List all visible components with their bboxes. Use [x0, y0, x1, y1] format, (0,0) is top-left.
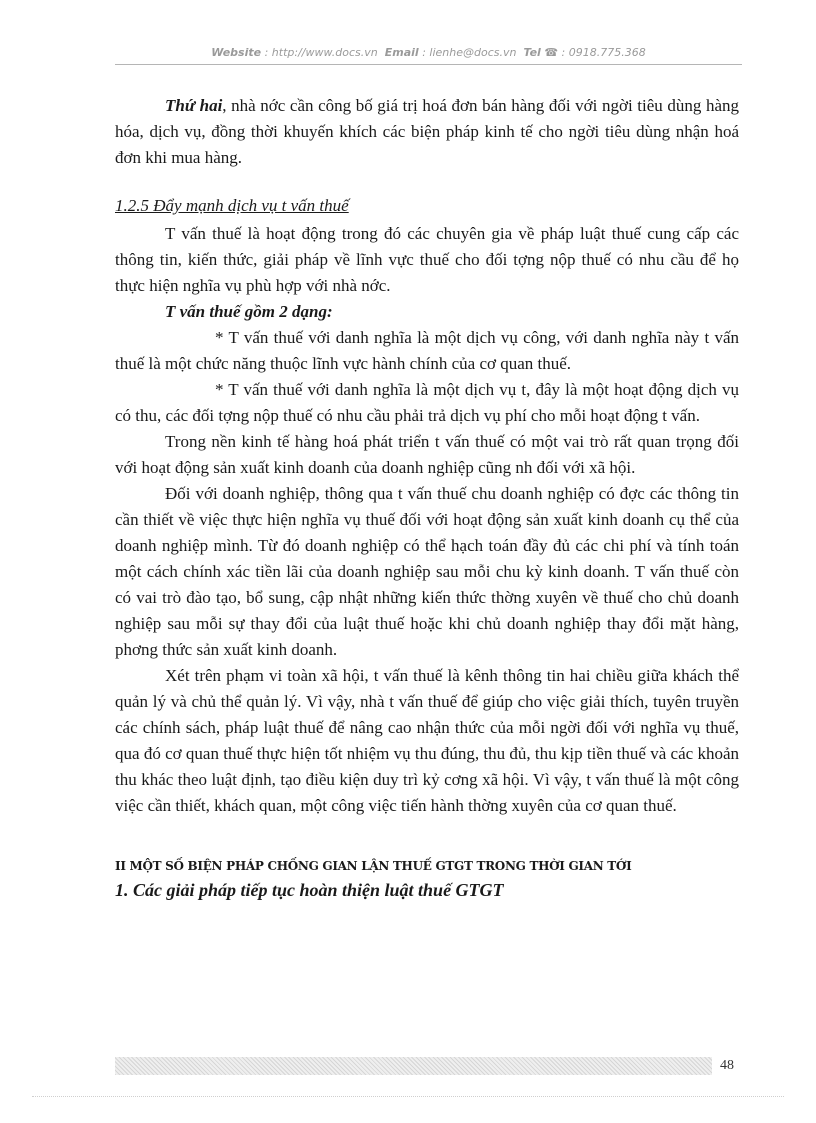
chapter-heading: II MỘT SỐ BIỆN PHÁP CHỐNG GIAN LẬN THUẾ GTGT TRONG THỜI GIAN TỚI — [115, 859, 632, 873]
paragraph-text: , nhà nớc cần công bố giá trị hoá đơn bán hàng đối với ngời tiêu dùng hàng hóa, dịch vụ, đồng thời khuyến khích các biện pháp kinh tế cho ngời tiêu dùng nhận hoá đơn khi mua hàng. — [115, 96, 740, 167]
subsection-heading: 1. Các giải pháp tiếp tục hoàn thiện luật thuế GTGT — [115, 880, 504, 900]
paragraph-enterprise: Đối với doanh nghiệp, thông qua t vấn thuế chu doanh nghiệp có đợc các thông tin cần thiết về việc thực hiện nghĩa vụ thuế đối với hoạt động sản xuất kinh doanh cụ thể của doanh nghiệp mình. Từ đó doanh nghiệp có thể hạch toán đầy đủ các chi phí và tính toán một cách chính xác tiền lãi của doanh nghiệp sau mỗi chu kỳ kinh doanh. T vấn thuế còn có vai trò đào tạo, bổ sung, cập nhật những kiến thức thờng xuyên về thuế cho chủ doanh nghiệp sau mỗi sự thay đổi của luật thuế hoặc khi chủ doanh nghiệp thay đổi mặt hàng, phơng thức sản xuất kinh doanh. — [115, 484, 739, 659]
tel-label: Tel — [523, 46, 541, 59]
tel-value: ☎ : 0918.775.368 — [544, 46, 646, 59]
paragraph-thu-hai — [115, 93, 739, 171]
page-header — [115, 46, 742, 59]
website-value: : http://www.docs.vn — [264, 46, 378, 59]
email-label: Email — [384, 46, 419, 59]
footer-pattern-bar — [115, 1057, 712, 1075]
list-item-private-service: * T vấn thuế với danh nghĩa là một dịch vụ t, đây là một hoạt động dịch vụ có thu, các đối tợng nộp thuế có nhu cầu phải trả dịch vụ phí cho mỗi hoạt động t vấn. — [115, 380, 739, 425]
paragraph-tu-van-definition: T vấn thuế là hoạt động trong đó các chuyên gia về pháp luật thuế cung cấp các thông tin, kiến thức, giải pháp về lĩnh vực thuế cho đối tợng nộp thuế có nhu cầu để họ thực hiện nghĩa vụ phù hợp với nhà nớc. — [115, 224, 739, 295]
paragraph-lead: Thứ hai — [165, 96, 223, 115]
header-divider — [115, 64, 742, 65]
document-body — [115, 93, 739, 903]
page-number: 48 — [720, 1058, 734, 1073]
paragraph-role: Trong nền kinh tế hàng hoá phát triển t vấn thuế có một vai trò rất quan trọng đối với hoạt động sản xuất kinh doanh của doanh nghiệp cũng nh đối với xã hội. — [115, 432, 739, 477]
website-label: Website — [211, 46, 262, 59]
paragraph-society: Xét trên phạm vi toàn xã hội, t vấn thuế là kênh thông tin hai chiều giữa khách thể quản lý và chủ thể quản lý. Vì vậy, nhà t vấn thuế để giúp cho việc giải thích, tuyên truyền các chính sách, pháp luật thuế để nâng cao nhận thức của mỗi ngời đối với nghĩa vụ thuế, qua đó cơ quan thuế thực hiện tốt nhiệm vụ thu đúng, thu đủ, thu kịp tiền thuế và các khoản thu khác theo luật định, tạo điều kiện duy trì kỷ cơng xã hội. Vì vậy, t vấn thuế là một công việc cần thiết, khách quan, một công việc tiến hành thờng xuyên của cơ quan thuế. — [115, 666, 739, 815]
subheading-two-types: T vấn thuế gồm 2 dạng: — [165, 302, 333, 321]
section-heading: 1.2.5 Đẩy mạnh dịch vụ t vấn thuế — [115, 196, 349, 215]
list-item-public-service: * T vấn thuế với danh nghĩa là một dịch vụ công, với danh nghĩa này t vấn thuế là một chức năng thuộc lĩnh vực hành chính của cơ quan thuế. — [115, 328, 739, 373]
email-value: : lienhe@docs.vn — [422, 46, 517, 59]
page-bottom-divider — [32, 1096, 784, 1097]
